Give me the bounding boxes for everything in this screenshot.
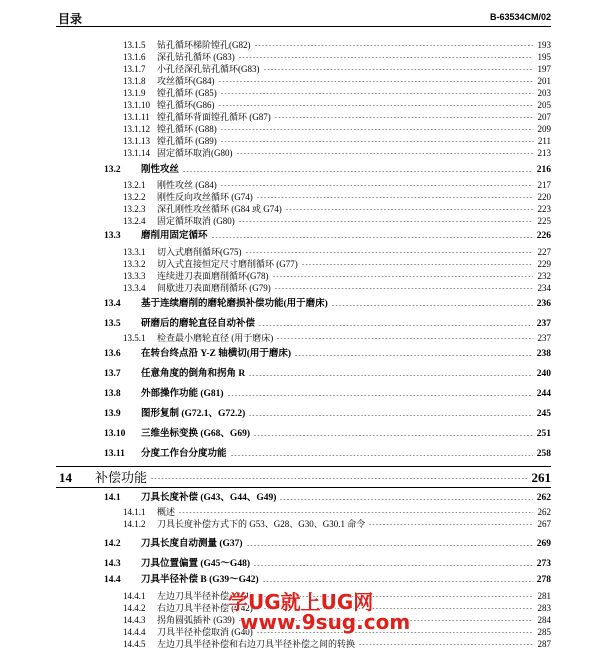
toc-page-number: 226 (536, 231, 551, 241)
toc-page-number: 273 (536, 559, 551, 569)
toc-leader-dots (212, 235, 533, 243)
toc-page-number: 237 (537, 333, 551, 343)
toc-page-number: 278 (536, 575, 551, 585)
toc-entry-title: 左边刀具半径补偿和右边刀具半径补偿之间的转换 (157, 639, 356, 649)
toc-leader-dots (275, 286, 533, 294)
toc-page-number: 232 (537, 271, 551, 281)
toc-entry-number: 13.1.14 (123, 148, 150, 158)
toc-page-number: 220 (537, 192, 551, 202)
toc-entry-number: 13.11 (104, 449, 125, 459)
toc-entry-number: 13.3.3 (123, 271, 146, 281)
toc-leader-dots (257, 195, 533, 203)
toc-entry-title: 研磨后的磨轮直径自动补偿 (141, 319, 256, 329)
toc-entry-number: 13.2.2 (123, 192, 146, 202)
toc-entry-number: 14.4.3 (123, 615, 146, 625)
toc-page-number: 201 (537, 76, 551, 86)
toc-leader-dots (221, 91, 533, 99)
toc-entry-title: 刚性反向攻丝循环 (G74) (157, 192, 253, 202)
toc-entry-title: 连续进刀表面磨削循环(G78) (157, 271, 269, 281)
toc-entry-number: 13.2.1 (123, 180, 146, 190)
toc-leader-dots (286, 207, 533, 215)
toc-page-number: 205 (537, 100, 551, 110)
toc-leader-dots (302, 262, 533, 270)
watermark-url: www.9sug.com (240, 610, 411, 634)
toc-entry-number: 14.4.5 (123, 639, 146, 649)
toc-leader-dots (151, 476, 527, 484)
watermark-text: 学UG就上UG网 (228, 590, 374, 614)
toc-leader-dots (219, 79, 533, 87)
toc-page-number: 285 (537, 627, 551, 637)
toc-entry-number: 13.10 (104, 429, 126, 439)
toc-entry-title: 间歇进刀表面磨削循环 (G79) (157, 283, 271, 293)
header-title: 目录 (58, 12, 83, 26)
toc-page-number: 281 (537, 591, 551, 601)
toc-page-number: 261 (531, 470, 551, 485)
toc-page-number: 229 (537, 259, 551, 269)
toc-entry-number: 13.3.4 (123, 283, 146, 293)
toc-entry-number: 13.1.11 (123, 112, 150, 122)
toc-page-number: 238 (536, 349, 551, 359)
toc-entry-number: 13.1.5 (123, 40, 146, 50)
toc-leader-dots (221, 127, 533, 135)
toc-leader-dots (257, 630, 533, 638)
toc-entry-title: 任意角度的倒角和拐角 R (141, 369, 246, 379)
toc-leader-dots (359, 642, 533, 650)
toc-entry-title: 镗孔循环 (G85) (157, 88, 217, 98)
toc-page-number: 244 (536, 389, 551, 399)
toc-entry-number: 13.1.13 (123, 136, 150, 146)
toc-page-number: 227 (537, 247, 551, 257)
toc-leader-dots (231, 453, 533, 461)
toc-page-number: 267 (537, 519, 551, 529)
toc-entry-title: 补偿功能 (95, 470, 148, 485)
toc-leader-dots (239, 219, 533, 227)
toc-entry-title: 拐角圆弧插补 (G39) (157, 615, 235, 625)
toc-leader-dots (179, 510, 533, 518)
toc-leader-dots (275, 115, 533, 123)
toc-entry-title: 磨削用固定循环 (141, 231, 208, 241)
toc-entry-title: 刀具半径补偿 B (G39～G42) (141, 575, 259, 585)
toc-entry-title: 攻丝循环(G84) (157, 76, 215, 86)
toc-entry-number: 14.1 (104, 493, 121, 503)
toc-entry-title: 刀具长度自动测量 (G37) (141, 539, 243, 549)
toc-entry-title: 刀具长度补偿 (G43、G44、G49) (141, 493, 277, 503)
toc-page-number: 216 (536, 165, 551, 175)
toc-page-number: 213 (537, 148, 551, 158)
toc-entry-title: 检查最小磨轮直径 (用于磨床) (157, 333, 274, 343)
toc-entry-number: 13.4 (104, 299, 121, 309)
chapter-rule-bottom (56, 487, 551, 488)
toc-entry-title: 图形复制 (G72.1、G72.2) (141, 409, 246, 419)
toc-entry-number: 13.8 (104, 389, 121, 399)
toc-page-number: 237 (536, 319, 551, 329)
toc-entry-title: 小孔径深孔钻孔循环(G83) (157, 64, 260, 74)
toc-leader-dots (249, 413, 533, 421)
toc-entry-title: 固定循环取消(G80) (157, 148, 233, 158)
toc-entry-number: 13.1.8 (123, 76, 146, 86)
toc-page-number: 245 (536, 409, 551, 419)
toc-entry-number: 14.4.2 (123, 603, 146, 613)
toc-entry-title: 镗孔循环 (G88) (157, 124, 217, 134)
toc-page-number: 217 (537, 180, 551, 190)
toc-entry-number: 14.1.1 (123, 507, 146, 517)
toc-entry-title: 钻孔循环梯阶镗孔(G82) (157, 40, 251, 50)
toc-entry-number: 14.4.4 (123, 627, 146, 637)
toc-entry-number: 13.3.2 (123, 259, 146, 269)
toc-leader-dots (257, 606, 533, 614)
toc-entry-title: 右边刀具半径补偿 (G42) (157, 603, 253, 613)
toc-page-number: 223 (537, 204, 551, 214)
toc-entry-number: 14.1.2 (123, 519, 146, 529)
toc-entry-number: 13.1.9 (123, 88, 146, 98)
toc-entry-title: 刀具长度补偿方式下的 G53、G28、G30、G30.1 命令 (157, 519, 366, 529)
toc-page-number: 262 (536, 493, 551, 503)
toc-entry-number: 13.2.4 (123, 216, 146, 226)
toc-page-number: 203 (537, 88, 551, 98)
toc-leader-dots (219, 103, 533, 111)
toc-leader-dots (295, 353, 533, 361)
toc-entry-number: 14.2 (104, 539, 121, 549)
toc-leader-dots (183, 169, 533, 177)
toc-page-number: 287 (537, 639, 551, 649)
toc-page-number: 234 (537, 283, 551, 293)
toc-entry-title: 深孔钻孔循环 (G83) (157, 52, 235, 62)
toc-page-number: 251 (536, 429, 551, 439)
toc-leader-dots (246, 250, 533, 258)
toc-leader-dots (247, 543, 533, 551)
toc-page-number: 209 (537, 124, 551, 134)
toc-entry-title: 刀具半径补偿取消 (G40) (157, 627, 253, 637)
toc-entry-title: 刀具位置偏置 (G45～G48) (141, 559, 250, 569)
toc-entry-number: 13.9 (104, 409, 121, 419)
toc-page-number: 269 (536, 539, 551, 549)
toc-leader-dots (237, 151, 533, 159)
toc-entry-title: 刚性攻丝 (141, 165, 180, 175)
toc-entry-number: 13.5 (104, 319, 121, 329)
toc-entry-number: 13.2 (104, 165, 121, 175)
toc-entry-number: 13.1.7 (123, 64, 146, 74)
toc-page-number: 236 (536, 299, 551, 309)
toc-entry-title: 切入式磨削循环(G75) (157, 247, 242, 257)
toc-leader-dots (332, 303, 533, 311)
toc-entry-title: 镗孔循环(G86) (157, 100, 215, 110)
toc-leader-dots (369, 522, 533, 530)
toc-leader-dots (239, 618, 533, 626)
toc-leader-dots (257, 594, 533, 602)
toc-leader-dots (228, 393, 533, 401)
toc-leader-dots (254, 563, 533, 571)
toc-page-number: 262 (537, 507, 551, 517)
toc-entry-number: 13.1.10 (123, 100, 150, 110)
toc-entry-title: 概述 (157, 507, 176, 517)
toc-leader-dots (259, 323, 533, 331)
toc-entry-title: 刚性攻丝 (G84) (157, 180, 217, 190)
toc-page-number: 284 (537, 615, 551, 625)
toc-entry-title: 在转台终点沿 Y-Z 轴横切(用于磨床) (141, 349, 292, 359)
toc-entry-number: 13.2.3 (123, 204, 146, 214)
toc-page-number: 193 (537, 40, 551, 50)
toc-entry-number: 13.3.1 (123, 247, 146, 257)
toc-page-number: 207 (537, 112, 551, 122)
toc-page-number: 240 (536, 369, 551, 379)
toc-entry-number: 13.6 (104, 349, 121, 359)
toc-entry-title: 镗孔循环背面镗孔循环 (G87) (157, 112, 271, 122)
toc-leader-dots (255, 43, 533, 51)
toc-entry-title: 切入式直接恒定尺寸磨削循环 (G77) (157, 259, 298, 269)
toc-leader-dots (263, 579, 533, 587)
toc-entry-number: 13.7 (104, 369, 121, 379)
toc-leader-dots (264, 67, 533, 75)
toc-page-number: 197 (537, 64, 551, 74)
toc-entry-title: 深孔刚性攻丝循环 (G84 或 G74) (157, 204, 282, 214)
toc-entry-title: 三维坐标变换 (G68、G69) (141, 429, 250, 439)
toc-leader-dots (221, 139, 534, 147)
toc-leader-dots (239, 55, 533, 63)
document-code: B-63534CM/02 (489, 12, 551, 22)
toc-entry-number: 14.4.1 (123, 591, 146, 601)
toc-leader-dots (249, 373, 533, 381)
toc-leader-dots (280, 497, 533, 505)
toc-leader-dots (277, 336, 533, 344)
toc-page-number: 211 (537, 136, 551, 146)
toc-page-number: 258 (536, 449, 551, 459)
toc-entry-title: 镗孔循环 (G89) (157, 136, 217, 146)
toc-leader-dots (254, 433, 533, 441)
toc-entry-number: 13.1.6 (123, 52, 146, 62)
toc-leader-dots (221, 183, 533, 191)
toc-entry-title: 固定循环取消 (G80) (157, 216, 235, 226)
toc-leader-dots (273, 274, 533, 282)
toc-page-number: 225 (537, 216, 551, 226)
toc-entry-title: 分度工作台分度功能 (141, 449, 227, 459)
chapter-rule-top (56, 466, 551, 467)
toc-entry-number: 14.4 (104, 575, 121, 585)
toc-entry-number: 13.5.1 (123, 333, 146, 343)
toc-entry-number: 14 (59, 470, 72, 485)
toc-entry-number: 13.3 (104, 231, 121, 241)
toc-entry-title: 左边刀具半径补偿 (G41) (157, 591, 253, 601)
toc-entry-number: 13.1.12 (123, 124, 150, 134)
toc-entry-title: 基于连续磨削的磨轮磨损补偿功能(用于磨床) (141, 299, 328, 309)
toc-entry-title: 外部操作功能 (G81) (141, 389, 224, 399)
toc-page-number: 195 (537, 52, 551, 62)
toc-page-number: 283 (537, 603, 551, 613)
toc-entry-number: 14.3 (104, 559, 121, 569)
